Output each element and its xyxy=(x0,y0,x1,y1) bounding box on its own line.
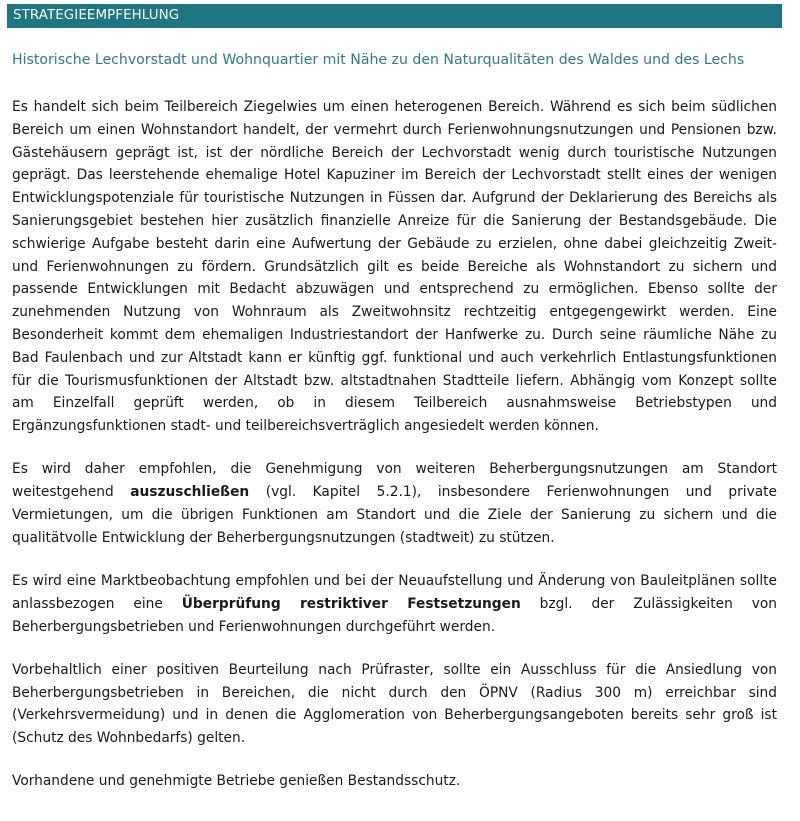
emphasis-text: auszuschließen xyxy=(130,484,250,501)
paragraph-situation: Es handelt sich beim Teilbereich Ziegelwies um einen heterogenen Bereich. Während es sich beim südlichen Bereich um einen Wohnstandort handelt, der vermehrt durch Ferienwohnungsnutzungen und Pensionen bzw. Gästehäusern geprägt ist, ist der nördliche Bereich der Lechvorstadt wenig durch touristische Nutzungen geprägt. Das leerstehende ehemalige Hotel Kapuziner im Bereich der Lechvorstadt stellt eines der wenigen Entwicklungspotenziale für touristische Nutzungen in Füssen dar. Aufgrund der Deklarierung des Bereichs als Sanierungsgebiet bestehen hier zusätzlich finanzielle Anreize für die Sanierung der Bestandsgebäude. Die schwierige Aufgabe besteht darin eine Aufwertung der Gebäude zu erzielen, ohne dabei gleichzeitig Zweit- und Ferienwohnungen zu fördern. Grundsätzlich gilt es beide Bereiche als Wohnstandort zu sichern und passende Entwicklungen mit Bedacht abzuwägen und entsprechend zu ermöglichen. Ebenso sollte der zunehmenden Nutzung von Wohnraum als Zweitwohnsitz rechtzeitig entgegengewirkt werden. Eine Besonderheit kommt dem ehemaligen Industriestandort der Hanfwerke zu. Durch seine räumliche Nähe zu Bad Faulenbach und zur Altstadt kann er künftig ggf. funktional und auch verkehrlich Entlastungsfunktionen für die Tourismusfunktionen der Altstadt bzw. altstadtnahen Stadtteile liefern. Abhängig vom Konzept sollte am Einzelfall geprüft werden, ob in diesem Teilbereich ausnahmsweise Betriebstypen und Ergänzungsfunktionen stadt- und teilbereichsverträglich angesiedelt werden können. xyxy=(12,99,777,435)
section-header-bar xyxy=(7,4,782,28)
paragraph-text: bzgl. der Zulässigkeiten von Beherbergungsbetrieben und Ferienwohnungen durchgeführt werden. xyxy=(12,595,777,635)
document-subtitle: Historische Lechvorstadt und Wohnquartier mit Nähe zu den Naturqualitäten des Waldes und des Lechs xyxy=(12,52,745,68)
paragraph-text: (vgl. Kapitel 5.2.1), insbesondere Ferienwohnungen und private Vermietungen, um die übrigen Funktionen am Standort und die Ziele der Sanierung zu sichern und die qualitätvolle Entwicklung der Beherbergungsnutzungen (stadtweit) zu stützen. xyxy=(12,484,778,546)
document-body xyxy=(12,49,777,793)
paragraph-market-monitoring xyxy=(12,570,777,638)
paragraph-text: Es wird daher empfohlen, die Genehmigung von weiteren Beherbergungsnutzungen am Standort weitestgehend xyxy=(12,461,777,501)
paragraph-exclusion-condition: Vorbehaltlich einer positiven Beurteilung nach Prüfraster, sollte ein Ausschluss für die Ansiedlung von Beherbergungsbetrieben in Bereichen, die nicht durch den ÖPNV (Radius 300 m) erreichbar sind (Verkehrsvermeidung) und in denen die Agglomeration von Beherbergungsangeboten bereits sehr groß ist (Schutz des Wohnbedarfs) gelten. xyxy=(12,661,777,747)
paragraph-grandfathering: Vorhandene und genehmigte Betriebe genießen Bestandsschutz. xyxy=(12,773,461,790)
paragraph-text: Es wird eine Marktbeobachtung empfohlen und bei der Neuaufstellung und Änderung von Bauleitplänen sollte anlassbezogen eine xyxy=(12,572,777,612)
paragraph-recommendation-exclusion xyxy=(12,458,777,549)
section-title: STRATEGIEEMPFEHLUNG xyxy=(13,8,180,23)
emphasis-text: Überprüfung restriktiver Festsetzungen xyxy=(181,595,521,612)
